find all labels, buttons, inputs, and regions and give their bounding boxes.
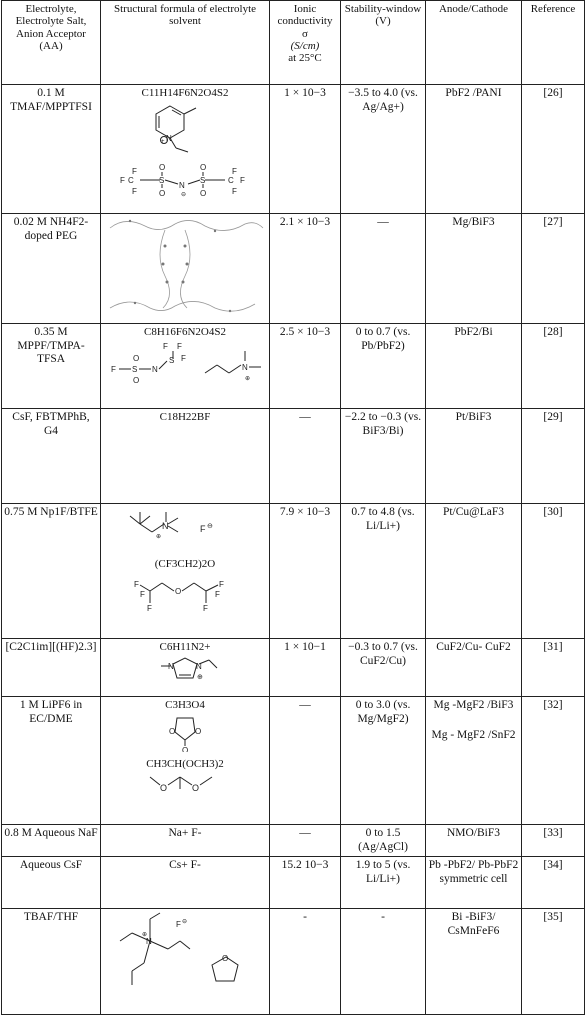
table-row bbox=[2, 214, 585, 324]
svg-text:O: O bbox=[195, 726, 202, 736]
cell-structure bbox=[101, 409, 270, 504]
svg-text:S: S bbox=[200, 175, 206, 185]
cell-electrodes bbox=[426, 697, 522, 825]
cell-conductivity: 2.1 × 10−3 bbox=[270, 214, 341, 324]
cell-reference: [34] bbox=[522, 857, 585, 909]
svg-text:⊕: ⊕ bbox=[197, 673, 203, 681]
cell-reference: [32] bbox=[522, 697, 585, 825]
header-reference: Reference bbox=[522, 1, 585, 85]
cell-conductivity: — bbox=[270, 409, 341, 504]
cell-window: 0 to 3.0 (vs. Mg/MgF2) bbox=[341, 697, 426, 825]
cell-conductivity: — bbox=[270, 697, 341, 825]
header-conductivity-unit: (S/cm) bbox=[290, 39, 320, 52]
table-row bbox=[2, 857, 585, 909]
svg-text:N: N bbox=[196, 661, 202, 671]
svg-text:C: C bbox=[228, 175, 234, 185]
table-row bbox=[2, 909, 585, 1015]
cell-structure bbox=[101, 909, 270, 1015]
header-conductivity bbox=[270, 1, 341, 85]
svg-text:S: S bbox=[132, 364, 138, 374]
table-row bbox=[2, 324, 585, 409]
svg-text:⊖: ⊖ bbox=[182, 919, 188, 926]
cell-structure: Na+ F- bbox=[101, 825, 270, 857]
svg-text:O: O bbox=[182, 745, 189, 752]
cell-reference: [28] bbox=[522, 324, 585, 409]
cell-electrodes: Bi -BiF3/ CsMnFeF6 bbox=[426, 909, 522, 1015]
peg-structure bbox=[105, 216, 265, 316]
svg-text:F: F bbox=[132, 166, 137, 176]
cell-window: −0.3 to 0.7 (vs. CuF2/Cu) bbox=[341, 639, 426, 697]
svg-text:O: O bbox=[160, 782, 168, 793]
cell-structure: Cs+ F- bbox=[101, 857, 270, 909]
svg-text:F: F bbox=[232, 166, 237, 176]
cell-electrodes: Pt/Cu@LaF3 bbox=[426, 504, 522, 639]
cell-conductivity: 1 × 10−3 bbox=[270, 85, 341, 214]
ec-structure bbox=[155, 712, 215, 752]
formula-text: C11H14F6N2O4S2 bbox=[141, 87, 229, 99]
header-row bbox=[2, 1, 585, 85]
svg-text:⊖: ⊖ bbox=[181, 191, 187, 198]
svg-text:F: F bbox=[203, 603, 208, 611]
emim-structure bbox=[135, 654, 235, 688]
cell-conductivity: 1 × 10−1 bbox=[270, 639, 341, 697]
cell-reference: [31] bbox=[522, 639, 585, 697]
cell-electrodes: PbF2 /PANI bbox=[426, 85, 522, 214]
tbaf-thf-structure bbox=[110, 911, 260, 991]
formula-text-2: CH3CH(OCH3)2 bbox=[146, 757, 224, 770]
cell-electrolyte: 0.1 M TMAF/MPPTFSI bbox=[2, 85, 101, 214]
svg-text:O: O bbox=[192, 782, 200, 793]
cell-structure bbox=[101, 639, 270, 697]
cell-electrolyte: 0.02 M NH4F2-doped PEG bbox=[2, 214, 101, 324]
svg-text:N: N bbox=[146, 937, 152, 947]
formula-text: C6H11N2+ bbox=[159, 641, 211, 653]
svg-text:O: O bbox=[133, 353, 140, 363]
cell-conductivity: 15.2 10−3 bbox=[270, 857, 341, 909]
cell-electrodes: NMO/BiF3 bbox=[426, 825, 522, 857]
svg-text:⊖: ⊖ bbox=[207, 523, 213, 530]
svg-text:O: O bbox=[159, 188, 166, 198]
svg-text:O: O bbox=[169, 726, 176, 736]
cell-reference: [35] bbox=[522, 909, 585, 1015]
table-row bbox=[2, 409, 585, 504]
formula-text: C18H22BF bbox=[159, 411, 211, 423]
svg-text:F: F bbox=[177, 341, 182, 351]
dme-structure bbox=[140, 771, 230, 799]
svg-text:N: N bbox=[168, 661, 174, 671]
svg-text:N: N bbox=[152, 364, 158, 374]
btfe-structure bbox=[120, 571, 250, 611]
electrodes-pair-2: Mg - MgF2 /SnF2 bbox=[431, 728, 516, 741]
cell-structure bbox=[101, 214, 270, 324]
cell-window: 0 to 1.5 (Ag/AgCl) bbox=[341, 825, 426, 857]
cell-window: — bbox=[341, 214, 426, 324]
svg-text:O: O bbox=[175, 586, 182, 596]
svg-text:⊕: ⊕ bbox=[245, 375, 251, 382]
cell-window: 0 to 0.7 (vs. Pb/PbF2) bbox=[341, 324, 426, 409]
cell-electrolyte: 1 M LiPF6 in EC/DME bbox=[2, 697, 101, 825]
cell-reference: [30] bbox=[522, 504, 585, 639]
header-structure: Structural formula of electrolyte solvent bbox=[101, 1, 270, 85]
header-conductivity-sigma: σ bbox=[302, 27, 308, 40]
svg-text:F: F bbox=[120, 175, 125, 185]
svg-text:F: F bbox=[132, 186, 137, 196]
svg-text:S: S bbox=[159, 175, 165, 185]
svg-text:F: F bbox=[176, 920, 181, 930]
formula-text: C3H3O4 bbox=[165, 699, 205, 711]
cell-electrolyte: 0.35 M MPPF/TMPA-TFSA bbox=[2, 324, 101, 409]
svg-text:F: F bbox=[240, 175, 245, 185]
svg-text:O: O bbox=[222, 954, 229, 964]
cell-reference: [27] bbox=[522, 214, 585, 324]
header-conductivity-line1: Ionic conductivity bbox=[277, 3, 333, 28]
cell-electrolyte: [C2C1im][(HF)2.3] bbox=[2, 639, 101, 697]
cell-electrolyte: 0.8 M Aqueous NaF bbox=[2, 825, 101, 857]
cell-electrodes: Mg/BiF3 bbox=[426, 214, 522, 324]
svg-text:F: F bbox=[232, 186, 237, 196]
cell-window: 1.9 to 5 (vs. Li/Li+) bbox=[341, 857, 426, 909]
svg-text:N: N bbox=[162, 521, 169, 531]
svg-text:F: F bbox=[134, 579, 139, 589]
cell-reference: [26] bbox=[522, 85, 585, 214]
cell-structure bbox=[101, 85, 270, 214]
svg-text:O: O bbox=[133, 375, 140, 385]
svg-text:F: F bbox=[181, 353, 186, 363]
header-electrodes: Anode/Cathode bbox=[426, 1, 522, 85]
table-row bbox=[2, 504, 585, 639]
svg-text:O: O bbox=[159, 162, 166, 172]
table-row bbox=[2, 85, 585, 214]
svg-text:+: + bbox=[161, 138, 165, 145]
electrolyte-table bbox=[1, 0, 585, 1015]
cell-structure bbox=[101, 697, 270, 825]
header-electrolyte: Electrolyte, Electrolyte Salt, Anion Acceptor (AA) bbox=[2, 1, 101, 85]
svg-text:N: N bbox=[166, 133, 172, 143]
svg-text:S: S bbox=[169, 355, 175, 365]
svg-text:N: N bbox=[179, 180, 185, 190]
svg-text:⊕: ⊕ bbox=[142, 932, 148, 939]
cell-conductivity: 2.5 × 10−3 bbox=[270, 324, 341, 409]
cell-electrodes: Pb -PbF2/ Pb-PbF2 symmetric cell bbox=[426, 857, 522, 909]
table-row bbox=[2, 639, 585, 697]
svg-text:F: F bbox=[215, 589, 220, 599]
cell-window: −2.2 to −0.3 (vs. BiF3/Bi) bbox=[341, 409, 426, 504]
svg-text:F: F bbox=[219, 579, 224, 589]
svg-text:N: N bbox=[242, 362, 248, 372]
svg-text:F: F bbox=[163, 341, 168, 351]
cell-reference: [29] bbox=[522, 409, 585, 504]
cell-electrolyte: 0.75 M Np1F/BTFE bbox=[2, 504, 101, 639]
formula-text: C8H16F6N2O4S2 bbox=[144, 326, 226, 338]
header-conductivity-temp: at 25°C bbox=[288, 52, 322, 65]
cell-conductivity: - bbox=[270, 909, 341, 1015]
table-row bbox=[2, 825, 585, 857]
cell-electrolyte: CsF, FBTMPhB, G4 bbox=[2, 409, 101, 504]
cell-conductivity: — bbox=[270, 825, 341, 857]
svg-text:F: F bbox=[140, 589, 145, 599]
cell-electrodes: PbF2/Bi bbox=[426, 324, 522, 409]
svg-text:F: F bbox=[111, 364, 116, 374]
tmpa-tfsa-structure bbox=[105, 339, 265, 389]
svg-text:⊕: ⊕ bbox=[156, 534, 162, 540]
svg-text:O: O bbox=[200, 162, 207, 172]
formula-text: (CF3CH2)2O bbox=[154, 558, 216, 570]
cell-electrolyte: Aqueous CsF bbox=[2, 857, 101, 909]
table-row bbox=[2, 697, 585, 825]
svg-text:C: C bbox=[128, 175, 134, 185]
cell-reference: [33] bbox=[522, 825, 585, 857]
header-window: Stability-window (V) bbox=[341, 1, 426, 85]
mpp-tfsi-structure bbox=[110, 100, 260, 200]
cell-electrodes: CuF2/Cu- CuF2 bbox=[426, 639, 522, 697]
cell-conductivity: 7.9 × 10−3 bbox=[270, 504, 341, 639]
cell-window: - bbox=[341, 909, 426, 1015]
cell-window: 0.7 to 4.8 (vs. Li/Li+) bbox=[341, 504, 426, 639]
electrodes-pair-1: Mg -MgF2 /BiF3 bbox=[433, 699, 514, 711]
cell-electrodes: Pt/BiF3 bbox=[426, 409, 522, 504]
cell-electrolyte: TBAF/THF bbox=[2, 909, 101, 1015]
cell-structure bbox=[101, 324, 270, 409]
svg-text:F: F bbox=[147, 603, 152, 611]
cell-window: −3.5 to 4.0 (vs. Ag/Ag+) bbox=[341, 85, 426, 214]
svg-text:F: F bbox=[200, 524, 206, 534]
svg-text:O: O bbox=[200, 188, 207, 198]
np1-structure bbox=[110, 506, 260, 544]
cell-structure bbox=[101, 504, 270, 639]
